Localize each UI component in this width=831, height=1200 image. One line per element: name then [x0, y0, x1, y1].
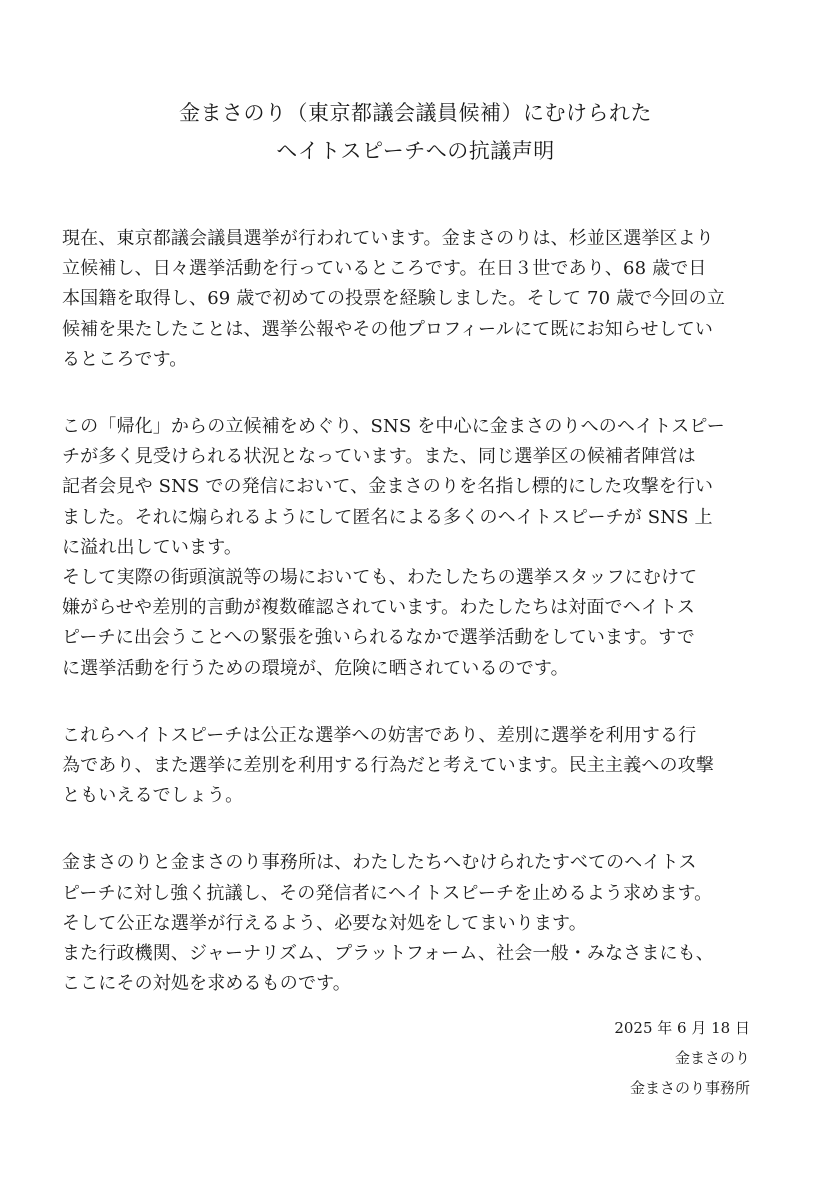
signature-name: 金まさのり: [674, 1049, 750, 1067]
signature-office: 金まさのり事務所: [629, 1079, 750, 1097]
paragraph-4: [62, 848, 772, 999]
body-line: また行政機関、ジャーナリズム、プラットフォーム、社会一般・みなさまにも、: [62, 943, 714, 965]
statement-title: [0, 94, 831, 170]
paragraph-2: [62, 412, 772, 684]
body-line: ました。それに煽られるようにして匿名による多くのヘイトスピーチが SNS 上: [62, 506, 713, 528]
body-line: 立候補し、日々選挙活動を行っているところです。在日３世であり、68 歳で日: [62, 258, 707, 280]
body-line: 現在、東京都議会議員選挙が行われています。金まさのりは、杉並区選挙区より: [62, 228, 714, 249]
paragraph-3: [62, 721, 772, 812]
body-line: に選挙活動を行うための環境が、危険に晒されているのです。: [62, 657, 569, 679]
body-line: 嫌がらせや差別的言動が複数確認されています。わたしたちは対面でヘイトス: [62, 597, 696, 619]
body-line: 候補を果たしたことは、選挙公報やその他プロフィールにて既にお知らせしてい: [62, 318, 714, 340]
body-line: 本国籍を取得し、69 歳で初めての投票を経験しました。そして 70 歳で今回の立: [62, 288, 725, 310]
signature-date: 2025 年 6 月 18 日: [614, 1019, 750, 1037]
paragraph-1: [62, 224, 772, 375]
body-line: ここにその対処を求めるものです。: [62, 973, 351, 995]
body-line: チが多く見受けられる状況となっています。また、同じ選挙区の候補者陣営は: [62, 446, 696, 468]
signature-block: [614, 1013, 750, 1103]
body-line: るところです。: [62, 348, 188, 370]
body-line: ピーチに対し強く抗議し、その発信者にヘイトスピーチを止めるよう求めます。: [62, 882, 713, 904]
title-line-1: 金まさのり（東京都議会議員候補）にむけられた: [179, 101, 652, 125]
statement-body: [62, 224, 772, 1036]
body-line: 為であり、また選挙に差別を利用する行為だと考えています。民主主義への攻撃: [62, 755, 714, 777]
body-line: 記者会見や SNS での発信において、金まさのりを名指し標的にした攻撃を行い: [62, 476, 714, 498]
body-line: これらヘイトスピーチは公正な選挙への妨害であり、差別に選挙を利用する行: [62, 724, 697, 746]
body-line: 金まさのりと金まさのり事務所は、わたしたちへむけられたすべてのヘイトス: [62, 852, 697, 874]
body-line: ともいえるでしょう。: [62, 785, 244, 807]
body-line: ピーチに出会うことへの緊張を強いられるなかで選挙活動をしています。すで: [62, 627, 695, 649]
title-line-2: ヘイトスピーチへの抗議声明: [276, 139, 555, 163]
body-line: に溢れ出しています。: [62, 536, 243, 558]
body-line: この「帰化」からの立候補をめぐり、SNS を中心に金まさのりへのヘイトスピー: [62, 416, 725, 438]
body-line: そして実際の街頭演説等の場においても、わたしたちの選挙スタッフにむけて: [62, 567, 698, 589]
body-line: そして公正な選挙が行えるよう、必要な対処をしてまいります。: [62, 912, 587, 934]
